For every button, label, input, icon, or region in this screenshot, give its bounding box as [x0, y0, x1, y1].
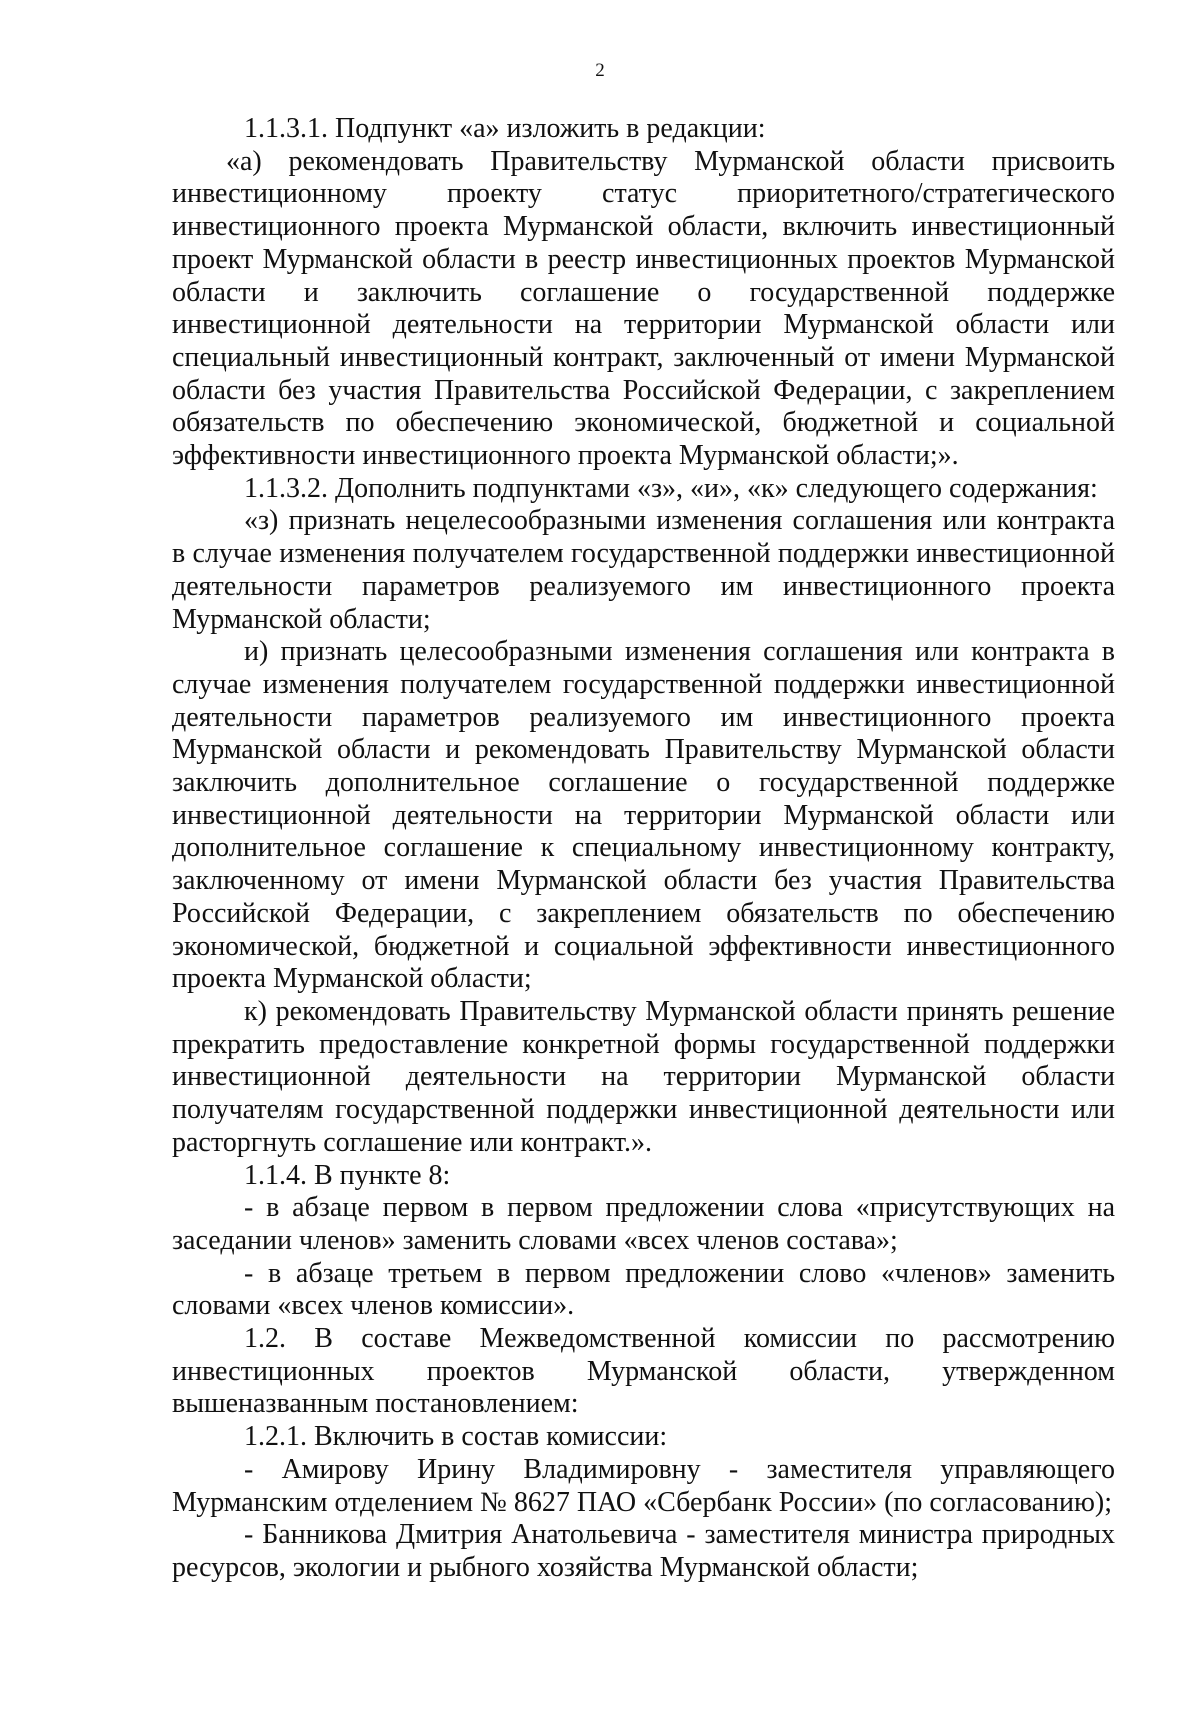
paragraph-1-1-4: 1.1.4. В пункте 8:: [244, 1159, 451, 1191]
paragraph-abzac-1: - в абзаце первом в первом предложении слова «присутствующих на заседании членов» заменить словами «всех членов состава»;: [172, 1192, 1115, 1256]
paragraph-subitem-z: «з) признать нецелесообразными изменения соглашения или контракта в случае изменения получателем государственной поддержки инвестиционной деятельности параметров реализуемого им инвестиционного проекта Мурманской области;: [172, 505, 1115, 635]
document-body: [172, 113, 1115, 1585]
paragraph-1-2-1: 1.2.1. Включить в состав комиссии:: [244, 1421, 668, 1453]
paragraph-member-amirova: - Амирову Ирину Владимировну - заместителя управляющего Мурманским отделением № 8627 ПАО «Сбербанк России» (по согласованию);: [172, 1453, 1115, 1518]
paragraph-subitem-a: «а) рекомендовать Правительству Мурманской области присвоить инвестиционному проекту статус приоритетного/стратегического инвестиционного проекта Мурманской области, включить инвестиционный проект Мурманской области в реестр инвестиционных проектов Мурманской области и заключить соглашение о государственной поддержке инвестиционной деятельности на территории Мурманской области или специальный инвестиционный контракт, заключенный от имени Мурманской области без участия Правительства Российской Федерации, с закреплением обязательств по обеспечению экономической, бюджетной и социальной эффективности инвестиционного проекта Мурманской области;».: [172, 145, 1115, 472]
paragraph-1-1-3-2: 1.1.3.2. Дополнить подпунктами «з», «и», «к» следующего содержания:: [244, 472, 1098, 504]
paragraph-subitem-k: к) рекомендовать Правительству Мурманской области принять решение прекратить предоставление конкретной формы государственной поддержки инвестиционной деятельности на территории Мурманской области получателям государственной поддержки инвестиционной деятельности или расторгнуть соглашение или контракт.».: [172, 995, 1115, 1158]
paragraph-abzac-3: - в абзаце третьем в первом предложении слово «членов» заменить словами «всех членов комиссии».: [172, 1257, 1115, 1322]
paragraph-1-2: 1.2. В составе Межведомственной комиссии по рассмотрению инвестиционных проектов Мурманской области, утвержденном вышеназванным постановлением:: [172, 1323, 1115, 1420]
paragraph-member-bannikov: - Банникова Дмитрия Анатольевича - заместителя министра природных ресурсов, экологии и рыбного хозяйства Мурманской области;: [172, 1519, 1115, 1583]
paragraph-1-1-3-1: 1.1.3.1. Подпункт «а» изложить в редакции:: [244, 113, 766, 144]
page-number: 2: [595, 60, 605, 81]
paragraph-subitem-i: и) признать целесообразными изменения соглашения или контракта в случае изменения получателем государственной поддержки инвестиционной деятельности параметров реализуемого им инвестиционного проекта Мурманской области и рекомендовать Правительству Мурманской области заключить дополнительное соглашение о государственной поддержке инвестиционной деятельности на территории Мурманской области или дополнительное соглашение к специальному инвестиционному контракту, заключенному от имени Мурманской области без участия Правительства Российской Федерации, с закреплением обязательств по обеспечению экономической, бюджетной и социальной эффективности инвестиционного проекта Мурманской области;: [172, 636, 1115, 995]
